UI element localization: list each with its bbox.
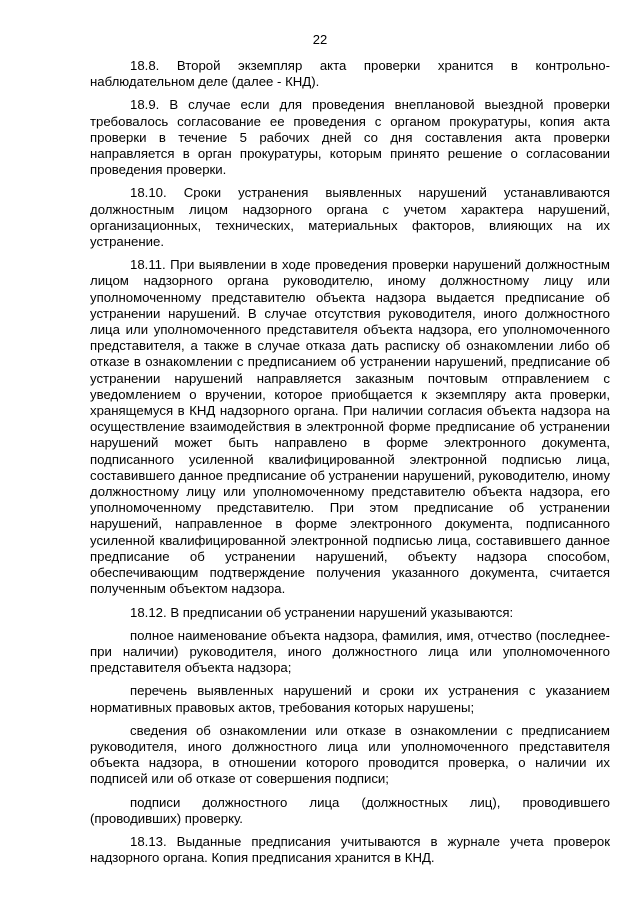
list-item-violations: перечень выявленных нарушений и сроки их устранения с указанием нормативных правовых актов, требования которых нарушены;	[90, 683, 610, 715]
paragraph-18-10: 18.10. Сроки устранения выявленных нарушений устанавливаются должностным лицом надзорного органа с учетом характера нарушений, организационных, технических, материальных факторов, влияющих на их устранение.	[90, 185, 610, 250]
list-item-object-name: полное наименование объекта надзора, фамилия, имя, отчество (последнее-при наличии) руководителя, иного должностного лица или уполномоченного представителя объекта надзора;	[90, 627, 610, 676]
paragraph-18-12: 18.12. В предписании об устранении нарушений указываются:	[130, 604, 514, 620]
paragraph-18-9: 18.9. В случае если для проведения внеплановой выездной проверки требовалось согласование ее проведения с органом прокуратуры, копия акта проверки в течение 5 рабочих дней со дня составления акта проверки направляется в орган прокуратуры, которым принято решение о согласовании проведения проверки.	[90, 97, 610, 178]
list-item-signatures: подписи должностного лица (должностных лиц), проводившего (проводивших) проверку.	[90, 794, 610, 826]
page-number: 22	[312, 32, 328, 47]
document-body	[90, 58, 610, 873]
list-item-acknowledgement: сведения об ознакомлении или отказе в ознакомлении с предписанием руководителя, иного должностного лица или уполномоченного представителя объекта надзора, в отношении которого проводится проверка, о наличии их подписей или об отказе от совершения подписи;	[90, 722, 610, 787]
paragraph-18-8: 18.8. Второй экземпляр акта проверки хранится в контрольно-наблюдательном деле (далее - КНД).	[90, 58, 610, 90]
paragraph-18-11: 18.11. При выявлении в ходе проведения проверки нарушений должностным лицом надзорного органа руководителю, иному должностному лицу или уполномоченному представителю объекта надзора выдается предписание об устранении нарушений. В случае отсутствия руководителя, иного должностного лица или уполномоченного представителя объекта надзора, его уполномоченного представителя, а также в случае отказа дать расписку об ознакомлении либо об отказе в ознакомлении с предписанием об устранении нарушений, предписание об устранении нарушений направляется заказным почтовым отправлением с уведомлением о вручении, которое приобщается к экземпляру акта проверки, хранящемуся в КНД надзорного органа. При наличии согласия объекта надзора на осуществление взаимодействия в электронной форме предписание об устранении нарушений может быть направлено в форме электронного документа, подписанного усиленной квалифицированной электронной подписью лица, составившего данное предписание об устранении нарушений, руководителю, иному должностному лицу или уполномоченному представителю объекта надзора, его уполномоченному представителю. При этом предписание об устранении нарушений, направленное в форме электронного документа, подписанного усиленной квалифицированной электронной подписью лица, составившего данное предписание об устранении нарушений, объекту надзора способом, обеспечивающим подтверждение получения указанного документа, считается полученным объектом надзора.	[90, 257, 610, 597]
paragraph-18-13: 18.13. Выданные предписания учитываются в журнале учета проверок надзорного органа. Копия предписания хранится в КНД.	[90, 833, 610, 866]
